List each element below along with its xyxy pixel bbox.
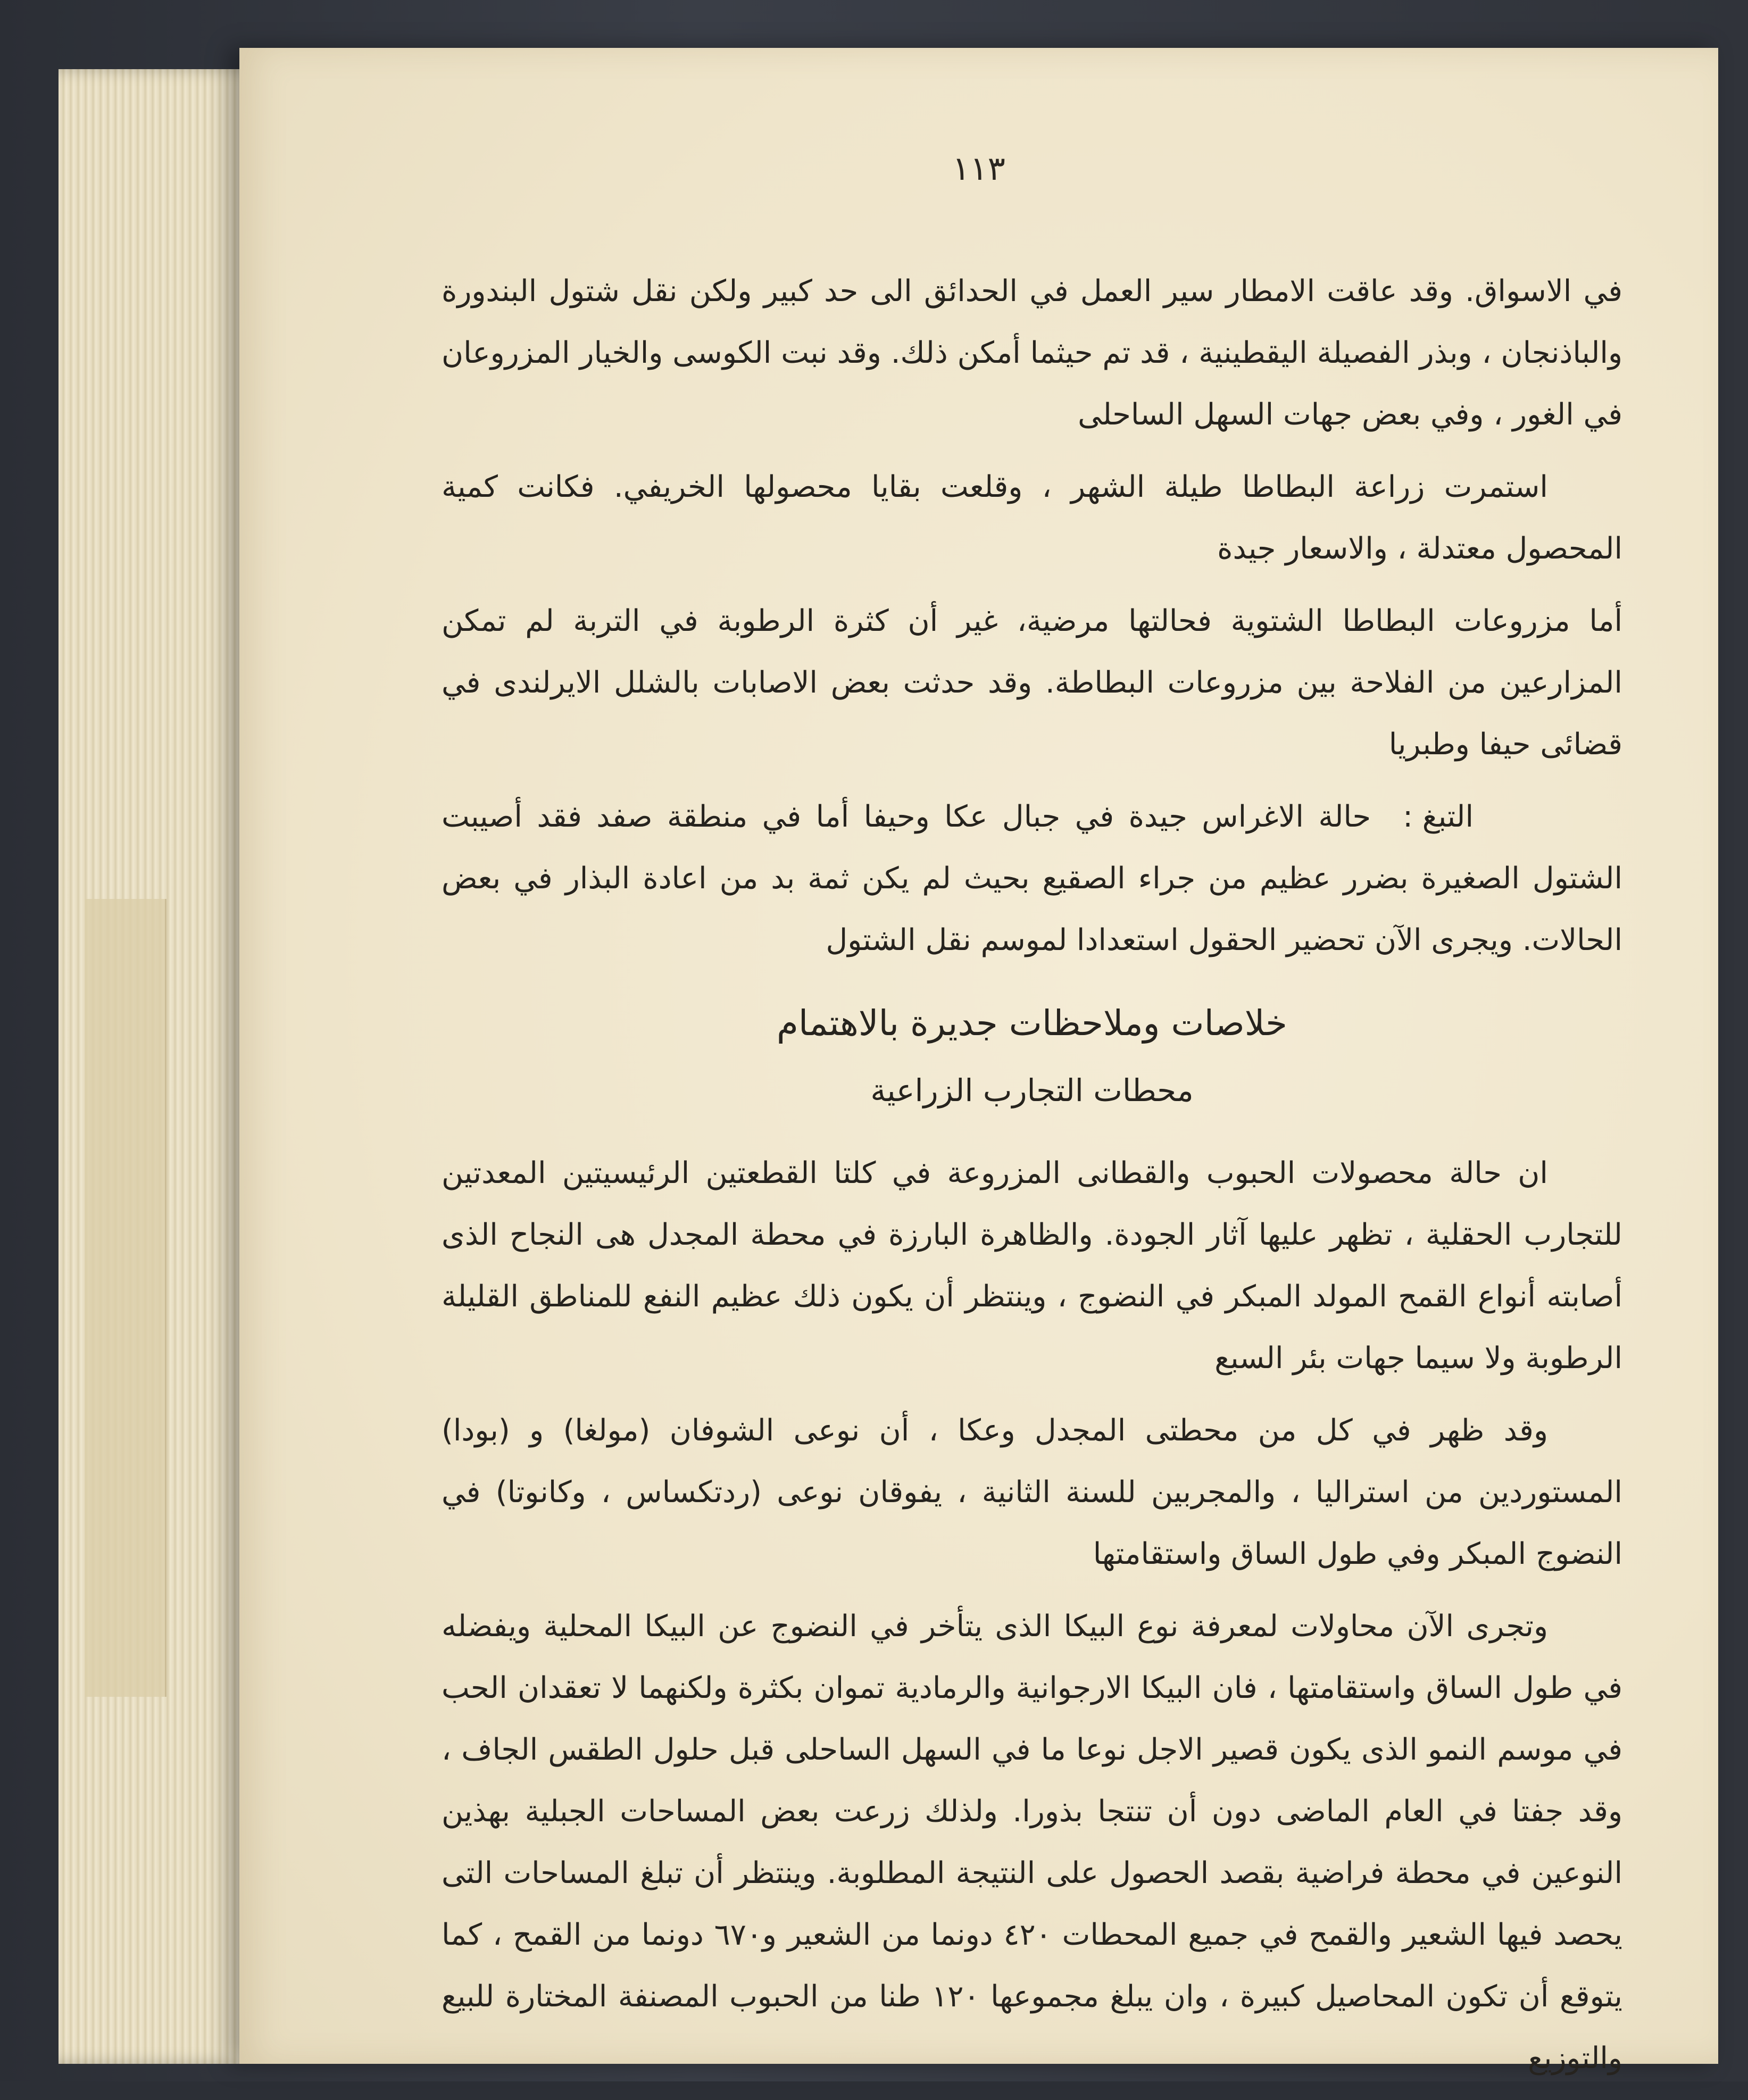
book-body [37, 48, 1729, 2076]
tobacco-label: التبغ : [1403, 799, 1474, 834]
page-text [442, 261, 1622, 2100]
section-subheading: محطات التجارب الزراعية [870, 1072, 1194, 1109]
paragraph: في الاسواق. وقد عاقت الامطار سير العمل في الحدائق الى حد كبير ولكن نقل شتول البندورة والباذنجان ، وبذر الفصيلة اليقطينية ، قد تم حيثما أمكن ذلك. وقد نبت الكوسى والخيار المزروعان في الغور ، وفي بعض جهات السهل الساحلى [442, 274, 1622, 432]
book-page [239, 48, 1718, 2076]
paragraph: ان حالة محصولات الحبوب والقطانى المزروعة في كلتا القطعتين الرئيسيتين المعدتين للتجارب الحقلية ، تظهر عليها آثار الجودة. والظاهرة البارزة في محطة المجدل هى النجاح الذى أصابته أنواع القمح المولد المبكر في النضوج ، وينتظر أن يكون ذلك عظيم النفع للمناطق القليلة الرطوبة ولا سيما جهات بئر السبع [442, 1156, 1622, 1376]
paragraph: وتجرى الآن محاولات لمعرفة نوع البيكا الذى يتأخر في النضوج عن البيكا المحلية ويفضله في طول الساق واستقامتها ، فان البيكا الارجوانية والرمادية تموان بكثرة ولكنهما لا تعقدان الحب في موسم النمو الذى يكون قصير الاجل نوعا ما في السهل الساحلى قبل حلول الطقس الجاف ، وقد جفتا في العام الماضى دون أن تنتجا بذورا. ولذلك زرعت بعض المساحات الجبلية بهذين النوعين في محطة فراضية بقصد الحصول على النتيجة المطلوبة. وينتظر أن تبلغ المساحات التى يحصد فيها الشعير والقمح في جميع المحطات ٤٢٠ دونما من الشعير و٦٧٠ دونما من القمح ، كما يتوقع أن تكون المحاصيل كبيرة ، وان يبلغ مجموعها ١٢٠ طنا من الحبوب المصنفة المختارة للبيع والتوزيع [442, 1609, 1623, 2076]
torn-page-edge [85, 899, 167, 1697]
paragraph: أما مزروعات البطاطا الشتوية فحالتها مرضية، غير أن كثرة الرطوبة في التربة لم تمكن المزارعين من الفلاحة بين مزروعات البطاطة. وقد حدثت بعض الاصابات بالشلل الايرلندى في قضائى حيفا وطبريا [442, 604, 1622, 762]
tobacco-text: حالة الاغراس جيدة في جبال عكا وحيفا أما في منطقة صفد فقد أصيبت الشتول الصغيرة بضرر عظيم من جراء الصقيع بحيث لم يكن ثمة بد من اعادة البذار في بعض الحالات. ويجرى الآن تحضير الحقول استعدادا لموسم نقل الشتول [442, 799, 1622, 957]
section-heading: خلاصات وملاحظات جديرة بالاهتمام [777, 1003, 1287, 1044]
paragraph: وقد ظهر في كل من محطتى المجدل وعكا ، أن نوعى الشوفان (مولغا) و (بودا) المستوردين من استراليا ، والمجربين للسنة الثانية ، يفوقان نوعى (ردتكساس ، وكانوتا) في النضوج المبكر وفي طول الساق واستقامتها [442, 1413, 1622, 1571]
page-number: ١١٣ [952, 149, 1005, 188]
tobacco-paragraph [442, 786, 1622, 971]
paragraph: استمرت زراعة البطاطا طيلة الشهر ، وقلعت بقايا محصولها الخريفي. فكانت كمية المحصول معتدلة ، والاسعار جيدة [442, 470, 1622, 566]
